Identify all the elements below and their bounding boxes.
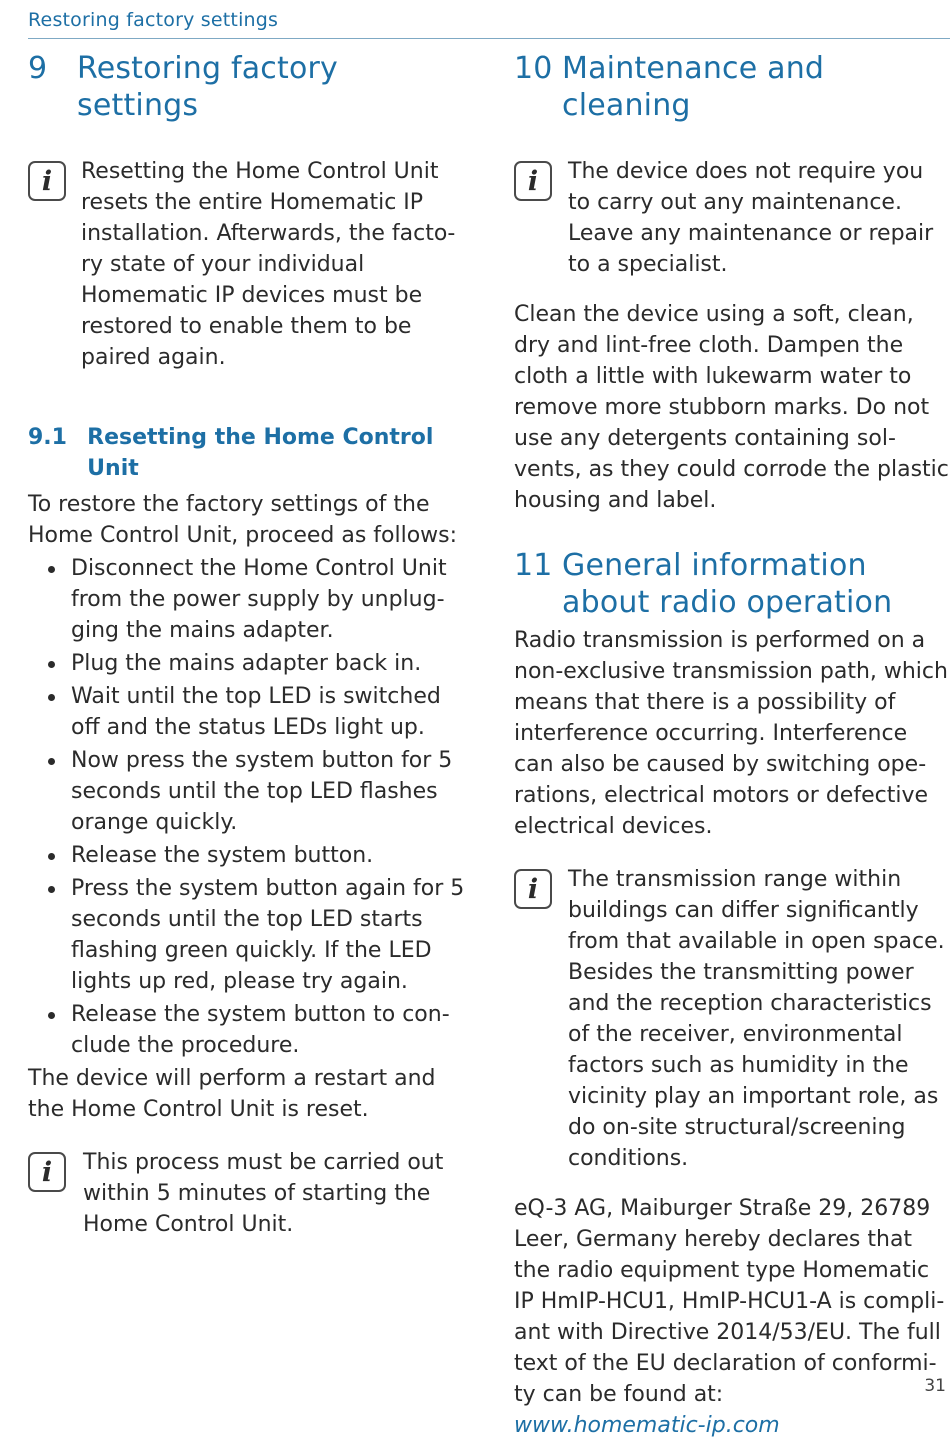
info-icon: i xyxy=(514,161,552,201)
section-11-title: General information about radio operation xyxy=(562,548,893,620)
reset-steps-list xyxy=(28,553,468,1061)
section-11-body: Radio transmission is performed on a non-exclusive transmission path, which means that there is a possibility of interference occurring. Interference can also be caused by switching operations, electrical motors or defective electrical devices. xyxy=(514,628,948,839)
section-10-number: 10 xyxy=(514,51,553,86)
section-11-info-note xyxy=(514,864,950,1174)
section-9-info-note xyxy=(28,156,468,373)
section-10-info-text: The device does not require you to carry out any maintenance. Leave any maintenance or repair to a specialist. xyxy=(568,159,934,277)
section-10-title: Maintenance and cleaning xyxy=(562,51,825,123)
header-rule xyxy=(28,38,950,39)
info-icon: i xyxy=(514,869,552,909)
page-number: 31 xyxy=(924,1376,946,1396)
list-item: Release the system button. xyxy=(28,840,468,871)
section-9-number: 9 xyxy=(28,51,48,86)
section-10-info-note xyxy=(514,156,950,280)
section-11-heading xyxy=(514,547,950,621)
running-header: Restoring factory settings xyxy=(28,9,279,31)
info-icon: i xyxy=(28,1152,66,1192)
info-icon: i xyxy=(28,161,66,201)
section-10-heading xyxy=(514,50,950,124)
list-item: Disconnect the Home Control Unit from the power supply by unplugging the mains adapter. xyxy=(28,553,468,646)
section-9-info-text: Resetting the Home Control Unit resets the entire Homematic IP installation. Afterwards, the factory state of your individual Homematic IP devices must be restored to enable them to be paired again. xyxy=(81,159,456,370)
section-9-title: Restoring factory settings xyxy=(77,51,339,123)
list-item: Plug the mains adapter back in. xyxy=(28,648,468,679)
eu-declaration: eQ-3 AG, Maiburger Straße 29, 26789 Leer, Germany hereby declares that the radio equipment type Homematic IP HmIP-HCU1, HmIP-HCU1-A is compliant with Directive 2014/53/EU. The full text of the EU declaration of conformity can be found at: xyxy=(514,1196,945,1407)
list-item: Wait until the top LED is switched off and the status LEDs light up. xyxy=(28,681,468,743)
section-11-info-text: The transmission range within buildings can differ significantly from that available in open space. Besides the transmitting power and the reception characteristics of the receiver, environmental factors such as humidity in the vicinity play an important role, as do on-site structural/screening conditions. xyxy=(568,867,945,1171)
section-9-heading xyxy=(28,50,468,124)
section-10-body: Clean the device using a soft, clean, dry and lint-free cloth. Dampen the cloth a little with lukewarm water to remove more stubborn marks. Do not use any detergents containing solvents, as they could corrode the plastic housing and label. xyxy=(514,302,949,513)
section-9-1-info-note xyxy=(28,1147,468,1240)
list-item: Now press the system button for 5 seconds until the top LED flashes orange quickly. xyxy=(28,745,468,838)
section-9-1-number: 9.1 xyxy=(28,425,67,450)
section-9-1-title: Resetting the Home Control Unit xyxy=(87,425,434,481)
left-column xyxy=(28,50,468,1240)
section-9-1-intro: To restore the factory settings of the Home Control Unit, proceed as follows: xyxy=(28,492,458,548)
homematic-website-link[interactable]: www.homematic-ip.com xyxy=(514,1413,780,1438)
section-9-1-outro: The device will perform a restart and the Home Control Unit is reset. xyxy=(28,1066,436,1122)
section-9-1-info-text: This process must be carried out within 5 minutes of starting the Home Control Unit. xyxy=(83,1150,444,1237)
list-item: Release the system button to conclude the procedure. xyxy=(28,999,468,1061)
right-column xyxy=(514,50,950,1441)
section-9-1-heading xyxy=(28,422,468,484)
section-11-number: 11 xyxy=(514,548,553,583)
list-item: Press the system button again for 5 seconds until the top LED starts flashing green quickly. If the LED lights up red, please try again. xyxy=(28,873,468,997)
